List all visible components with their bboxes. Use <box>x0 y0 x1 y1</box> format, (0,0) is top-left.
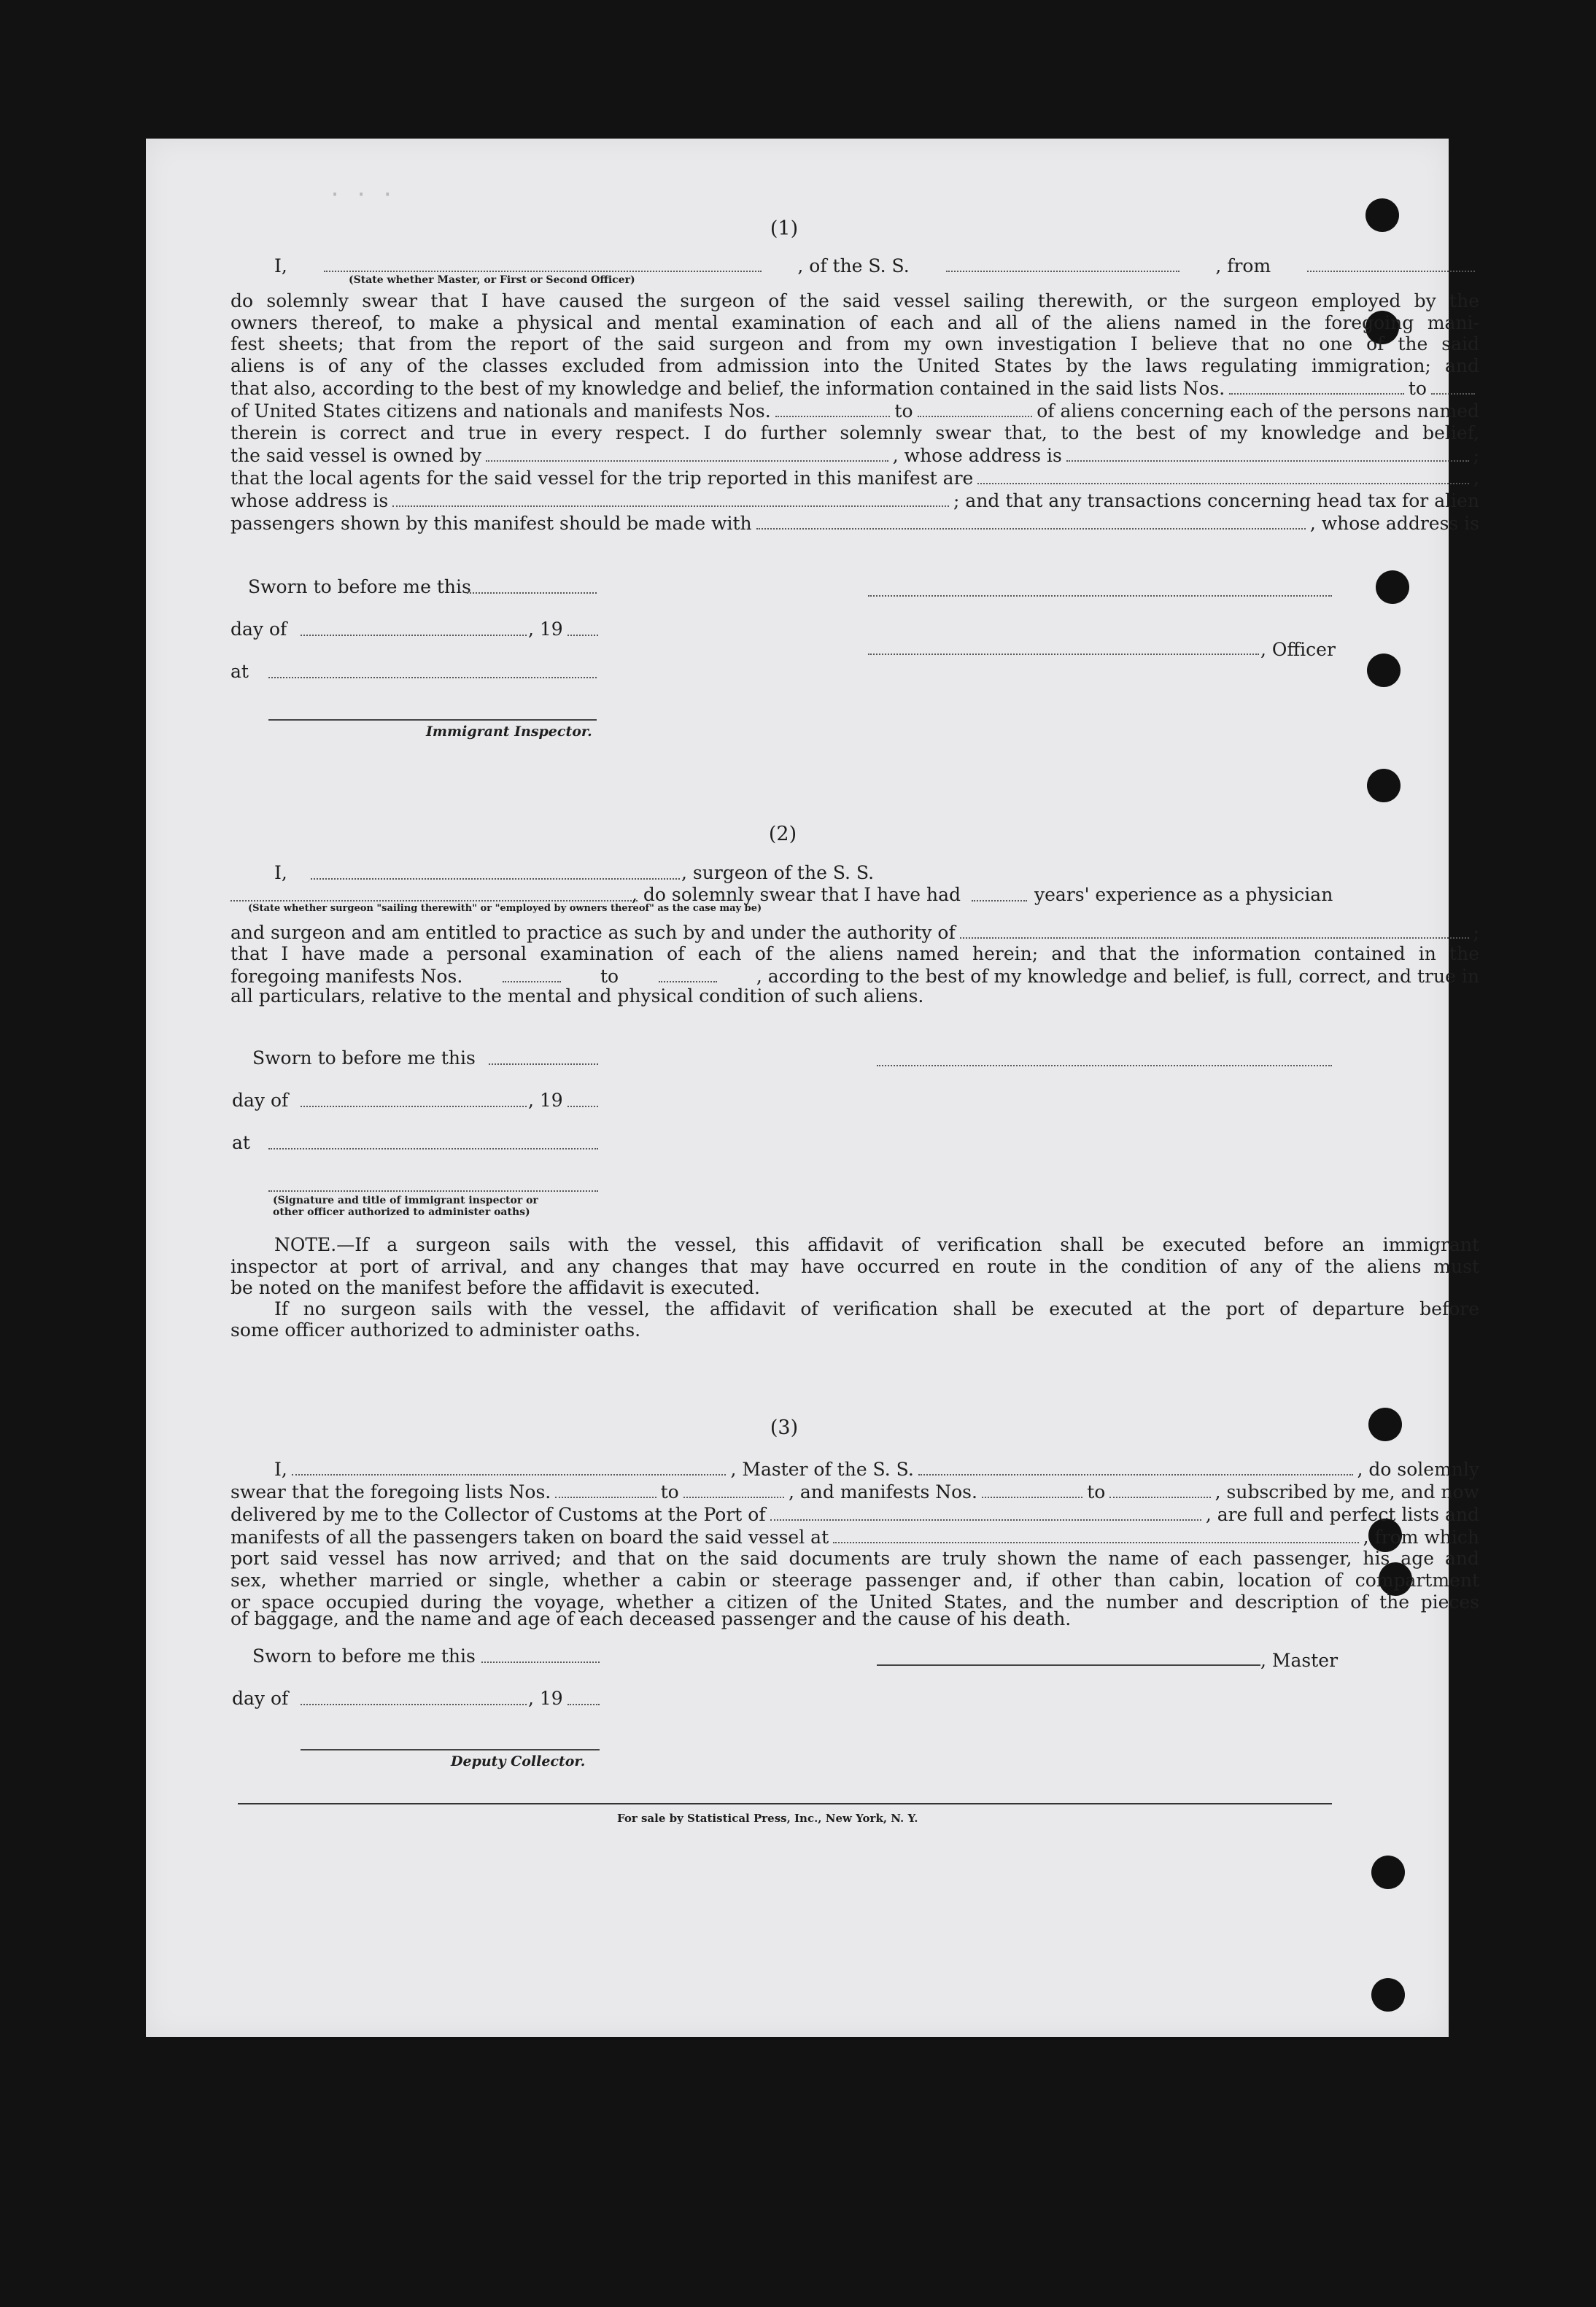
s2-sig-note-1: (Signature and title of immigrant inspector or <box>273 1195 538 1206</box>
s2-note: NOTE.—If a surgeon sails with the vessel, this affidavit of verification shall be executed before an immigrant inspector at port of arrival, and any changes that may have occurred en route in the condition of any of the aliens must <box>231 1234 1479 1277</box>
section-1-line-1: I, , of the S. S. , from <box>231 254 1479 276</box>
section-1-number: (1) <box>770 217 799 240</box>
s3-day-field <box>301 1704 527 1705</box>
s2-year-label: , 19 <box>528 1090 563 1111</box>
owner-address-field <box>1066 443 1469 462</box>
s3-collector-label: Deputy Collector. <box>451 1753 586 1769</box>
s3-vessel-field <box>918 1457 1353 1476</box>
s3-lists-to-field <box>683 1480 784 1498</box>
s3-day-label: day of <box>232 1688 289 1709</box>
s1-sworn-field <box>467 592 597 594</box>
manifest-to-field <box>918 399 1033 417</box>
s3-lists-from-field <box>555 1480 656 1498</box>
s2-surgeon-signature-line <box>877 1065 1332 1066</box>
vessel-name-field <box>946 254 1179 272</box>
footer-rule <box>238 1803 1332 1804</box>
s1-year-field <box>567 635 598 636</box>
s2-note-b: If no surgeon sails with the vessel, the affidavit of verification shall be executed at the port of departure before <box>274 1298 1479 1319</box>
s2-at-label: at <box>232 1132 250 1153</box>
s3-boarding-port-field <box>833 1525 1358 1543</box>
s3-manifests-to-field <box>1109 1480 1210 1498</box>
s2-sworn-field <box>489 1063 598 1065</box>
s3-manifests-from-field <box>982 1480 1082 1498</box>
section-2-oath: and surgeon and am entitled to practice as such by and under the authority of ; that I have made a personal examination of each of the aliens named herein; and that the information contained in the foregoing manifests Nos. to , according to the best of my knowledge and belief, is full, correct, and true in <box>231 921 1479 988</box>
s1-officer-line <box>868 654 1259 655</box>
s3-year-label: , 19 <box>528 1688 563 1709</box>
section-3-number: (3) <box>770 1416 799 1439</box>
s1-at-field <box>268 677 597 678</box>
s2-authority-field <box>960 920 1469 939</box>
s2-sworn-label: Sworn to before me this <box>252 1047 476 1069</box>
s2-manifest-from-field <box>503 965 561 983</box>
s1-officer-label: , Officer <box>1260 639 1336 660</box>
punch-hole <box>1376 570 1409 604</box>
s1-master-signature-line <box>868 595 1332 597</box>
departure-port-field <box>1307 254 1475 272</box>
section-1-text <box>231 254 1479 276</box>
punch-hole <box>1371 1978 1405 2012</box>
manifest-back-page <box>146 139 1480 2037</box>
s1-inspector-line <box>268 719 597 721</box>
s3-master-name-field <box>292 1457 727 1476</box>
s3-year-field <box>567 1704 600 1705</box>
s2-manifest-to-field <box>659 965 717 983</box>
manifest-from-field <box>775 399 891 417</box>
s3-master-label: , Master <box>1260 1650 1339 1671</box>
s2-signature-line <box>268 1190 598 1192</box>
punch-hole <box>1368 1408 1402 1441</box>
s2-surgeon-of-label: , surgeon of the S. S. <box>681 862 875 883</box>
s2-vessel-field <box>231 900 638 902</box>
s2-i-label: I, <box>274 862 287 883</box>
s1-day-field <box>301 635 527 636</box>
local-agents-field <box>977 466 1469 484</box>
s3-sworn-field <box>481 1662 600 1663</box>
punch-hole <box>1367 769 1401 802</box>
head-tax-agent-field <box>756 511 1306 530</box>
s1-day-label: day of <box>231 619 287 640</box>
s2-at-field <box>268 1148 598 1149</box>
officer-rank-note: (State whether Master, or First or Second Officer) <box>349 274 635 286</box>
s2-solemnly-label: , do solemnly swear that I have had <box>632 884 961 905</box>
s2-last-line: all particulars, relative to the mental and physical condition of such aliens. <box>231 985 924 1007</box>
s2-sig-note-2: other officer authorized to administer oaths) <box>273 1206 530 1218</box>
s2-note-3: be noted on the manifest before the affidavit is executed. <box>231 1277 760 1298</box>
section-2-number: (2) <box>768 823 797 845</box>
printer-footer: For sale by Statistical Press, Inc., New York, N. Y. <box>617 1812 918 1825</box>
s1-sworn-label: Sworn to before me this <box>248 576 471 597</box>
punch-hole <box>1367 654 1401 687</box>
section-3-oath: I, , Master of the S. S. , do solemnly swear that the foregoing lists Nos. to , and manifests Nos. to , subscribed by me, and now delivered by me to the Collector of Customs at the Port of , are full and perfect lists and manifests of all the passengers taken on board the said vessel at , from which port said vessel has now arrived; and that on the said documents are truly shown the name of each passenger, his age and sex, whether married or single, whether a cabin or steerage passenger and, if other than cabin, location of compartment or space occupied during the voyage, whether a citizen of the United States, and the number and description of the pieces <box>231 1458 1479 1613</box>
s2-day-field <box>301 1106 527 1107</box>
s3-sworn-label: Sworn to before me this <box>252 1645 476 1667</box>
s1-at-label: at <box>231 661 249 682</box>
s3-master-line <box>877 1664 1260 1666</box>
citizen-list-from-field <box>1229 376 1404 395</box>
punch-hole <box>1365 198 1399 232</box>
s3-port-field <box>770 1503 1201 1521</box>
officer-rank-field <box>324 254 762 272</box>
s2-years-field <box>972 900 1027 902</box>
s2-note-5: some officer authorized to administer oaths. <box>231 1319 641 1341</box>
s3-collector-line <box>301 1749 600 1750</box>
bleed-through-mark: · · · <box>328 182 395 208</box>
punch-hole <box>1371 1856 1405 1889</box>
s1-inspector-label: Immigrant Inspector. <box>426 724 592 740</box>
citizen-list-to-field <box>1431 376 1475 395</box>
s2-surgeon-note: (State whether surgeon "sailing therewith" or "employed by owners thereof" as the case may be) <box>248 903 762 914</box>
s2-day-label: day of <box>232 1090 289 1111</box>
agents-address-field <box>392 489 949 507</box>
s2-year-field <box>567 1106 598 1107</box>
s2-surgeon-name-field <box>311 878 680 880</box>
s1-year-label: , 19 <box>528 619 563 640</box>
section-1-oath: do solemnly swear that I have caused the surgeon of the said vessel sailing therewith, or the surgeon employed by the owners thereof, to make a physical and mental examination of each and all of the aliens named in the foregoing mani- fest sheets; that from the report of the said surgeon and from my own investigation I believe that no one of the said aliens is of any of the classes excluded from admission into the United States by the laws regulating immigration; and that also, according to the best of my knowledge and belief, the information contained in the said lists Nos. to of United States citizens and nationals and manifests Nos. to of aliens concerning each of the persons named therein is correct and true in every respect. I do further solemnly swear that, to the best of my knowledge and belief, the said vessel is owned by , whose address is ; that the local agents for the said vessel for the trip reported in this manifest are , whose address is ; and that any transactions concerning head tax for alien passengers shown by this manifest should be made with , whose address is <box>231 290 1480 534</box>
s2-years-label: years' experience as a physician <box>1034 884 1333 905</box>
vessel-owner-field <box>486 443 888 462</box>
s3-last-line: of baggage, and the name and age of each deceased passenger and the cause of his death. <box>231 1608 1072 1629</box>
